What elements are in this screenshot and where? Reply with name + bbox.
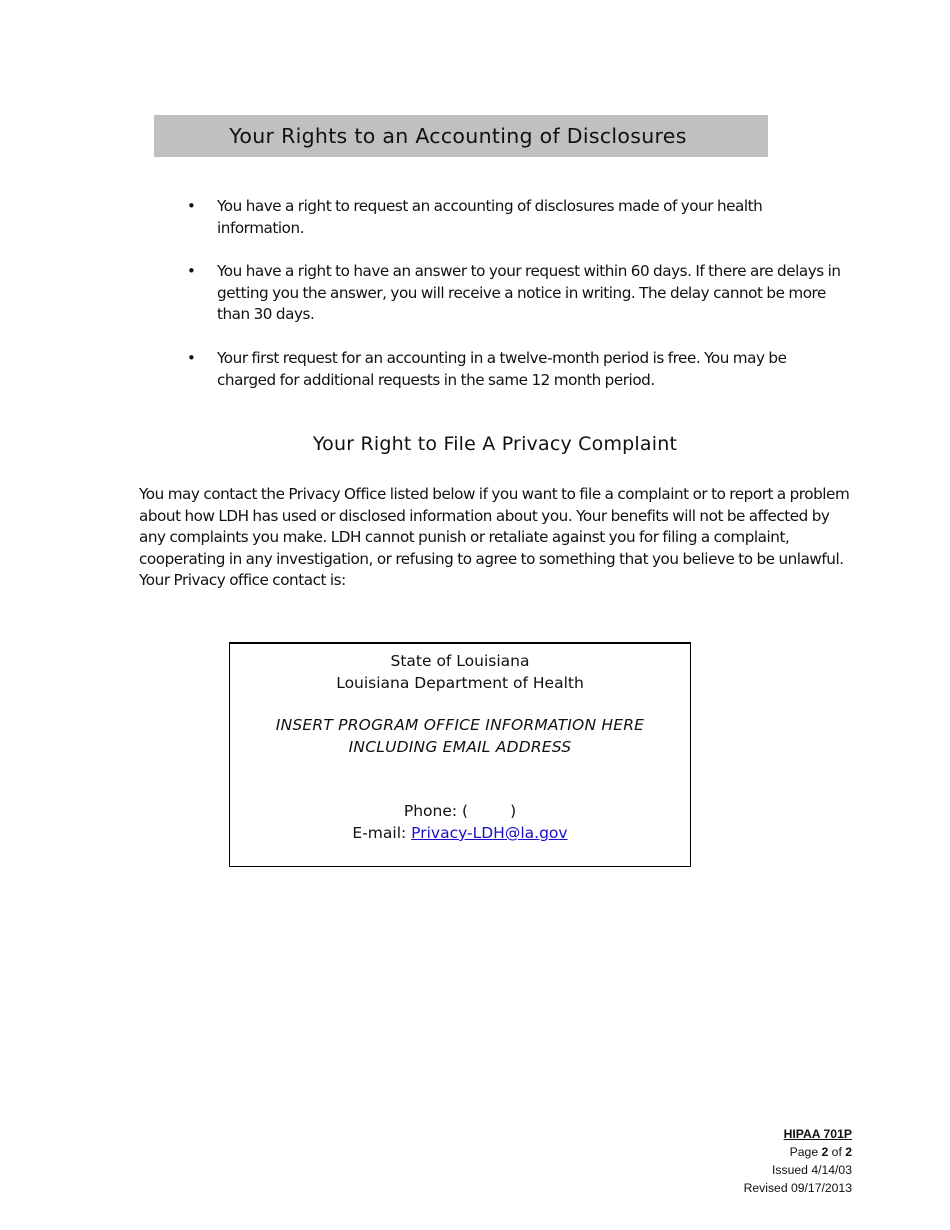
complaint-paragraph: You may contact the Privacy Office listed below if you want to file a complaint or to report a problem about how LDH has used or disclosed information about you. Your benefits will not be affected by any complaints you make. LDH cannot punish or retaliate against you for filing a complaint, cooperating in any investigation, or refusing to agree to something that you believe to be unlawful. Your Privacy office contact is:: [139, 485, 850, 590]
placeholder-line-2: INCLUDING EMAIL ADDRESS: [348, 737, 572, 756]
page-total: 2: [845, 1145, 852, 1159]
bullet-icon: •: [187, 197, 196, 215]
phone-close: ): [510, 802, 517, 821]
bullet-item: [187, 261, 847, 326]
bullet-item: [187, 348, 847, 391]
contact-state: State of Louisiana: [390, 652, 530, 670]
document-footer: [744, 1125, 852, 1197]
bullet-text: Your first request for an accounting in a twelve-month period is free. You may be charged for additional requests in the same 12 month period.: [217, 348, 787, 389]
spacer: [230, 694, 690, 715]
email-link[interactable]: Privacy-LDH@la.gov: [411, 823, 568, 842]
section-title: Your Rights to an Accounting of Disclosures: [229, 124, 687, 148]
page-number: [744, 1143, 852, 1161]
bullet-text: You have a right to have an answer to your request within 60 days. If there are delays in getting you the answer, you will receive a notice in writing. The delay cannot be more than 30 days.: [217, 262, 841, 324]
bullet-icon: •: [187, 348, 196, 367]
issued-date: Issued 4/14/03: [772, 1163, 852, 1177]
privacy-contact-box: [229, 642, 691, 867]
contact-email: [230, 823, 690, 845]
page-prefix: Page: [789, 1145, 822, 1159]
contact-department: Louisiana Department of Health: [336, 673, 584, 692]
email-label: E-mail:: [352, 823, 412, 842]
placeholder-line-1: INSERT PROGRAM OFFICE INFORMATION HERE: [275, 716, 645, 735]
revised-date: Revised 09/17/2013: [743, 1181, 852, 1195]
complaint-heading: Your Right to File A Privacy Complaint: [312, 433, 678, 455]
section-title-bar: [154, 115, 768, 157]
bullet-item: [187, 196, 847, 239]
page-of: of: [828, 1145, 846, 1159]
rights-bullet-list: [187, 196, 847, 413]
bullet-text: You have a right to request an accounting of disclosures made of your health information.: [217, 197, 763, 237]
phone-label: Phone: (: [403, 802, 469, 821]
contact-phone: [230, 801, 690, 823]
bullet-icon: •: [187, 262, 196, 281]
form-id: HIPAA 701P: [783, 1127, 852, 1141]
spacer: [230, 758, 690, 801]
page-current: 2: [821, 1145, 829, 1159]
